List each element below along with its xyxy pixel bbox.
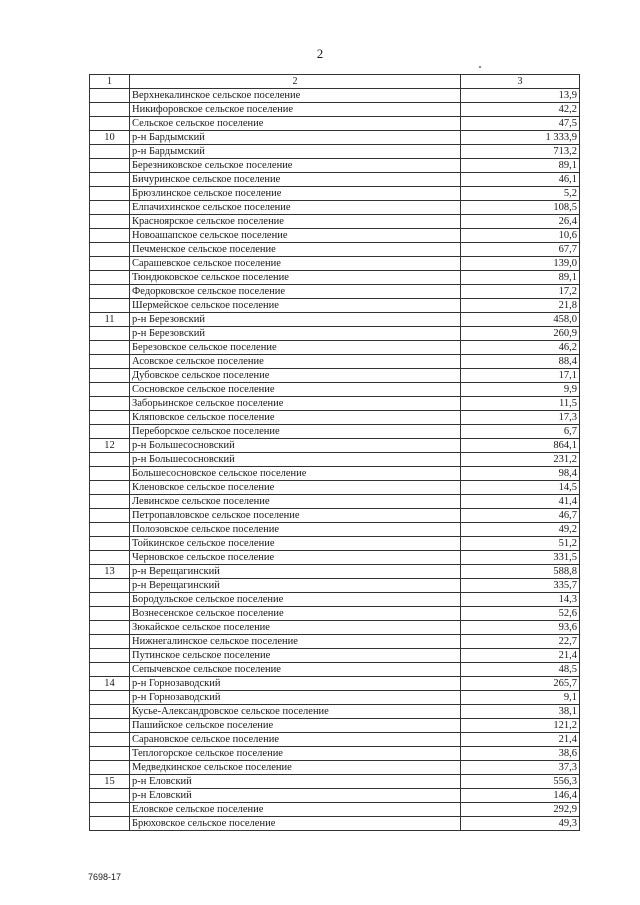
row-value-cell: 89,1 xyxy=(461,271,580,285)
row-name-cell: Елпачихинское сельское поселение xyxy=(130,201,461,215)
row-value-cell: 14,3 xyxy=(461,593,580,607)
row-value-cell: 47,5 xyxy=(461,117,580,131)
row-name-cell: Кляповское сельское поселение xyxy=(130,411,461,425)
row-value-cell: 14,5 xyxy=(461,481,580,495)
row-number-cell xyxy=(90,579,130,593)
table-row xyxy=(90,705,580,719)
table-row xyxy=(90,243,580,257)
table-row xyxy=(90,607,580,621)
table-row xyxy=(90,159,580,173)
row-value-cell: 458,0 xyxy=(461,313,580,327)
row-number-cell xyxy=(90,397,130,411)
row-number-cell xyxy=(90,271,130,285)
table-row xyxy=(90,551,580,565)
row-value-cell: 265,7 xyxy=(461,677,580,691)
row-number-cell: 13 xyxy=(90,565,130,579)
row-number-cell xyxy=(90,551,130,565)
row-number-cell xyxy=(90,537,130,551)
row-value-cell: 22,7 xyxy=(461,635,580,649)
row-number-cell: 11 xyxy=(90,313,130,327)
row-number-cell xyxy=(90,593,130,607)
row-name-cell: Тойкинское сельское поселение xyxy=(130,537,461,551)
row-name-cell: Березниковское сельское поселение xyxy=(130,159,461,173)
row-number-cell xyxy=(90,495,130,509)
row-value-cell: 38,6 xyxy=(461,747,580,761)
row-name-cell: Тюндюковское сельское поселение xyxy=(130,271,461,285)
table-row xyxy=(90,215,580,229)
row-number-cell xyxy=(90,145,130,159)
row-value-cell: 231,2 xyxy=(461,453,580,467)
row-number-cell: 12 xyxy=(90,439,130,453)
row-name-cell: Зюкайское сельское поселение xyxy=(130,621,461,635)
row-value-cell: 98,4 xyxy=(461,467,580,481)
row-name-cell: Нижнегалинское сельское поселение xyxy=(130,635,461,649)
municipal-values-table xyxy=(89,74,580,831)
row-value-cell: 21,8 xyxy=(461,299,580,313)
table-row xyxy=(90,131,580,145)
row-value-cell: 139,0 xyxy=(461,257,580,271)
row-value-cell: 21,4 xyxy=(461,733,580,747)
row-name-cell: Кленовское сельское поселение xyxy=(130,481,461,495)
row-name-cell: Кусье-Александровское сельское поселение xyxy=(130,705,461,719)
table-row xyxy=(90,761,580,775)
row-value-cell: 121,2 xyxy=(461,719,580,733)
row-name-cell: Печменское сельское поселение xyxy=(130,243,461,257)
row-number-cell xyxy=(90,691,130,705)
scan-speck xyxy=(479,66,481,68)
row-number-cell xyxy=(90,747,130,761)
row-number-cell xyxy=(90,663,130,677)
row-value-cell: 17,3 xyxy=(461,411,580,425)
row-name-cell: Большесосновское сельское поселение xyxy=(130,467,461,481)
row-number-cell: 10 xyxy=(90,131,130,145)
row-number-cell xyxy=(90,803,130,817)
table-row xyxy=(90,103,580,117)
table-row xyxy=(90,201,580,215)
table-row xyxy=(90,285,580,299)
row-name-cell: Теплогорское сельское поселение xyxy=(130,747,461,761)
row-name-cell: Медведкинское сельское поселение xyxy=(130,761,461,775)
row-value-cell: 588,8 xyxy=(461,565,580,579)
row-value-cell: 9,1 xyxy=(461,691,580,705)
row-value-cell: 67,7 xyxy=(461,243,580,257)
row-number-cell: 14 xyxy=(90,677,130,691)
column-header-number: 1 xyxy=(90,75,130,89)
row-name-cell: Петропавловское сельское поселение xyxy=(130,509,461,523)
row-value-cell: 42,2 xyxy=(461,103,580,117)
row-number-cell xyxy=(90,201,130,215)
row-name-cell: Шермейское сельское поселение xyxy=(130,299,461,313)
row-number-cell xyxy=(90,761,130,775)
table-row xyxy=(90,369,580,383)
row-value-cell: 713,2 xyxy=(461,145,580,159)
row-value-cell: 46,2 xyxy=(461,341,580,355)
row-name-cell: Никифоровское сельское поселение xyxy=(130,103,461,117)
table-row xyxy=(90,425,580,439)
row-name-cell: Сарановское сельское поселение xyxy=(130,733,461,747)
row-value-cell: 292,9 xyxy=(461,803,580,817)
table-row xyxy=(90,747,580,761)
row-name-cell: Пашийское сельское поселение xyxy=(130,719,461,733)
row-name-cell: Левинское сельское поселение xyxy=(130,495,461,509)
table-row xyxy=(90,327,580,341)
row-number-cell xyxy=(90,509,130,523)
row-number-cell xyxy=(90,327,130,341)
table-row xyxy=(90,593,580,607)
table-row xyxy=(90,495,580,509)
table-row xyxy=(90,481,580,495)
row-value-cell: 21,4 xyxy=(461,649,580,663)
row-name-cell: р-н Березовский xyxy=(130,313,461,327)
row-number-cell xyxy=(90,103,130,117)
row-value-cell: 335,7 xyxy=(461,579,580,593)
table-row xyxy=(90,677,580,691)
row-number-cell xyxy=(90,341,130,355)
row-name-cell: Красноярское сельское поселение xyxy=(130,215,461,229)
row-name-cell: р-н Горнозаводский xyxy=(130,677,461,691)
table-row xyxy=(90,649,580,663)
row-number-cell: 15 xyxy=(90,775,130,789)
row-number-cell xyxy=(90,481,130,495)
row-name-cell: Федорковское сельское поселение xyxy=(130,285,461,299)
table-row xyxy=(90,803,580,817)
row-value-cell: 88,4 xyxy=(461,355,580,369)
row-name-cell: Сельское сельское поселение xyxy=(130,117,461,131)
table-row xyxy=(90,411,580,425)
table-row xyxy=(90,187,580,201)
table-row xyxy=(90,635,580,649)
row-number-cell xyxy=(90,789,130,803)
row-number-cell xyxy=(90,635,130,649)
table-row xyxy=(90,229,580,243)
row-value-cell: 38,1 xyxy=(461,705,580,719)
table-row xyxy=(90,523,580,537)
table-row xyxy=(90,789,580,803)
row-value-cell: 6,7 xyxy=(461,425,580,439)
row-value-cell: 108,5 xyxy=(461,201,580,215)
row-value-cell: 46,1 xyxy=(461,173,580,187)
row-name-cell: Верхнекалинское сельское поселение xyxy=(130,89,461,103)
row-number-cell xyxy=(90,467,130,481)
table-row xyxy=(90,257,580,271)
row-value-cell: 146,4 xyxy=(461,789,580,803)
row-value-cell: 26,4 xyxy=(461,215,580,229)
row-value-cell: 51,2 xyxy=(461,537,580,551)
row-value-cell: 13,9 xyxy=(461,89,580,103)
table-row xyxy=(90,733,580,747)
table-row xyxy=(90,453,580,467)
table-row xyxy=(90,313,580,327)
row-name-cell: Бичуринское сельское поселение xyxy=(130,173,461,187)
row-value-cell: 10,6 xyxy=(461,229,580,243)
row-number-cell xyxy=(90,369,130,383)
row-name-cell: Сарашевское сельское поселение xyxy=(130,257,461,271)
row-number-cell xyxy=(90,621,130,635)
row-value-cell: 5,2 xyxy=(461,187,580,201)
row-number-cell xyxy=(90,215,130,229)
row-value-cell: 331,5 xyxy=(461,551,580,565)
table-row xyxy=(90,439,580,453)
column-header-name: 2 xyxy=(130,75,461,89)
table-row xyxy=(90,621,580,635)
table-row xyxy=(90,341,580,355)
row-number-cell xyxy=(90,817,130,831)
row-name-cell: Переборское сельское поселение xyxy=(130,425,461,439)
table-row xyxy=(90,817,580,831)
row-name-cell: р-н Большесосновский xyxy=(130,453,461,467)
row-value-cell: 11,5 xyxy=(461,397,580,411)
row-number-cell xyxy=(90,705,130,719)
row-value-cell: 864,1 xyxy=(461,439,580,453)
table-row xyxy=(90,509,580,523)
row-name-cell: Новоашапское сельское поселение xyxy=(130,229,461,243)
row-number-cell xyxy=(90,243,130,257)
row-number-cell xyxy=(90,523,130,537)
row-number-cell xyxy=(90,733,130,747)
row-name-cell: р-н Еловский xyxy=(130,789,461,803)
row-value-cell: 1 333,9 xyxy=(461,131,580,145)
row-number-cell xyxy=(90,229,130,243)
page-number: 2 xyxy=(316,46,324,61)
table-row xyxy=(90,565,580,579)
row-name-cell: Бородульское сельское поселение xyxy=(130,593,461,607)
row-number-cell xyxy=(90,425,130,439)
row-name-cell: р-н Бардымский xyxy=(130,131,461,145)
column-header-value: 3 xyxy=(461,75,580,89)
row-number-cell xyxy=(90,257,130,271)
table-row xyxy=(90,299,580,313)
row-number-cell xyxy=(90,649,130,663)
row-name-cell: Еловское сельское поселение xyxy=(130,803,461,817)
table-row xyxy=(90,663,580,677)
row-value-cell: 52,6 xyxy=(461,607,580,621)
row-name-cell: Сепычевское сельское поселение xyxy=(130,663,461,677)
row-name-cell: р-н Верещагинский xyxy=(130,565,461,579)
row-number-cell xyxy=(90,159,130,173)
row-number-cell xyxy=(90,719,130,733)
row-value-cell: 49,3 xyxy=(461,817,580,831)
row-value-cell: 49,2 xyxy=(461,523,580,537)
table-row xyxy=(90,117,580,131)
row-number-cell xyxy=(90,607,130,621)
table-row xyxy=(90,397,580,411)
document-code: 7698-17 xyxy=(88,872,122,882)
row-number-cell xyxy=(90,117,130,131)
row-name-cell: Черновское сельское поселение xyxy=(130,551,461,565)
table-body xyxy=(90,89,580,831)
row-number-cell xyxy=(90,411,130,425)
row-number-cell xyxy=(90,383,130,397)
row-name-cell: р-н Березовский xyxy=(130,327,461,341)
table-row xyxy=(90,383,580,397)
row-name-cell: Заборьинское сельское поселение xyxy=(130,397,461,411)
row-name-cell: Брюховское сельское поселение xyxy=(130,817,461,831)
table-row xyxy=(90,719,580,733)
row-name-cell: Асовское сельское поселение xyxy=(130,355,461,369)
table-row xyxy=(90,467,580,481)
row-value-cell: 93,6 xyxy=(461,621,580,635)
table-row xyxy=(90,355,580,369)
row-name-cell: р-н Бардымский xyxy=(130,145,461,159)
table-header-row xyxy=(90,75,580,89)
table-row xyxy=(90,537,580,551)
table-row xyxy=(90,89,580,103)
row-name-cell: р-н Еловский xyxy=(130,775,461,789)
row-name-cell: р-н Горнозаводский xyxy=(130,691,461,705)
row-name-cell: Вознесенское сельское поселение xyxy=(130,607,461,621)
row-name-cell: Полозовское сельское поселение xyxy=(130,523,461,537)
row-value-cell: 48,5 xyxy=(461,663,580,677)
table-row xyxy=(90,145,580,159)
row-value-cell: 556,3 xyxy=(461,775,580,789)
table-row xyxy=(90,691,580,705)
row-name-cell: р-н Верещагинский xyxy=(130,579,461,593)
row-number-cell xyxy=(90,187,130,201)
row-number-cell xyxy=(90,299,130,313)
row-name-cell: р-н Большесосновский xyxy=(130,439,461,453)
row-name-cell: Березовское сельское поселение xyxy=(130,341,461,355)
table-row xyxy=(90,775,580,789)
row-value-cell: 37,3 xyxy=(461,761,580,775)
row-number-cell xyxy=(90,173,130,187)
row-number-cell xyxy=(90,453,130,467)
row-name-cell: Путинское сельское поселение xyxy=(130,649,461,663)
row-value-cell: 89,1 xyxy=(461,159,580,173)
row-value-cell: 17,1 xyxy=(461,369,580,383)
row-value-cell: 17,2 xyxy=(461,285,580,299)
row-name-cell: Дубовское сельское поселение xyxy=(130,369,461,383)
row-number-cell xyxy=(90,285,130,299)
table-row xyxy=(90,271,580,285)
row-name-cell: Сосновское сельское поселение xyxy=(130,383,461,397)
row-name-cell: Брюзлинское сельское поселение xyxy=(130,187,461,201)
row-value-cell: 260,9 xyxy=(461,327,580,341)
row-number-cell xyxy=(90,89,130,103)
table-row xyxy=(90,579,580,593)
row-value-cell: 9,9 xyxy=(461,383,580,397)
row-value-cell: 46,7 xyxy=(461,509,580,523)
table-row xyxy=(90,173,580,187)
row-value-cell: 41,4 xyxy=(461,495,580,509)
row-number-cell xyxy=(90,355,130,369)
